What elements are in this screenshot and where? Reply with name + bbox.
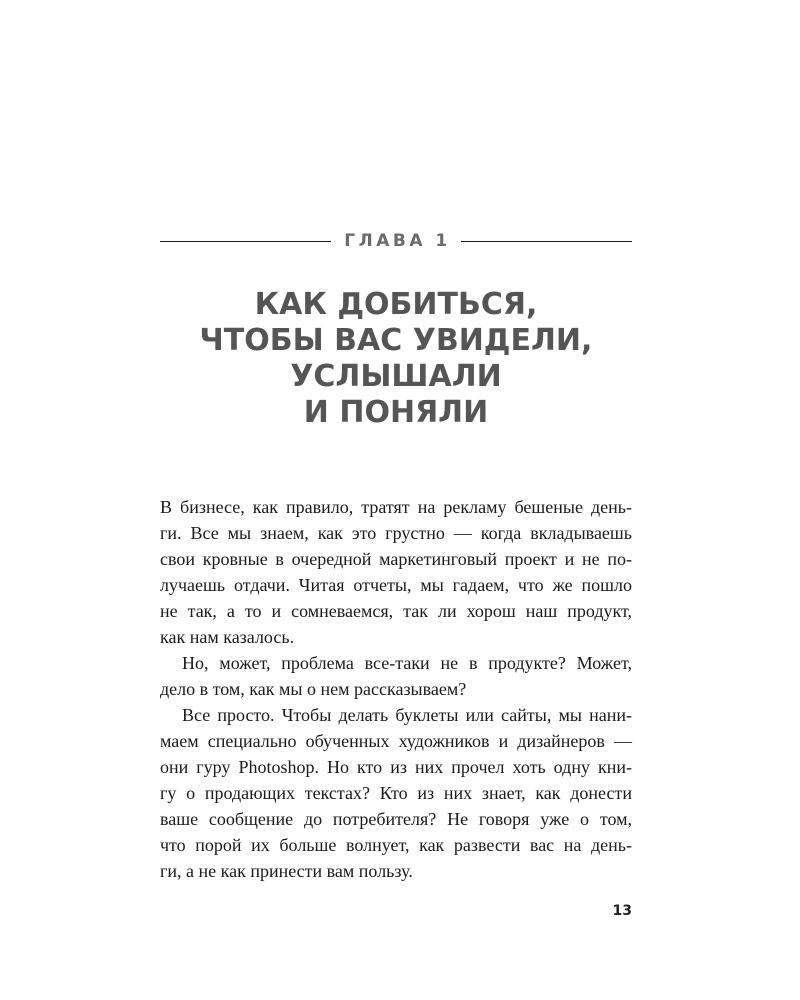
right-rule — [461, 241, 632, 242]
chapter-label: ГЛАВА 1 — [344, 231, 451, 251]
text-line: Но, может, проблема все-таки не в продукте? Может, — [182, 653, 632, 673]
text-line: дело в том, как мы о нем рассказываем? — [160, 679, 467, 699]
text-line: они гуру Photoshop. Но кто из них прочел хоть одну кни- — [160, 757, 632, 777]
text-line: ги. Все мы знаем, как это грустно — когда вкладываешь — [160, 523, 632, 543]
text-line: В бизнесе, как правило, тратят на рекламу бешеные день- — [160, 497, 632, 517]
text-line: лучаешь отдачи. Читая отчеты, мы гадаем, что же пошло — [160, 575, 632, 595]
text-line: ги, а не как принести вам пользу. — [160, 861, 413, 881]
text-line: ваше сообщение до потребителя? Не говоря уже о том, — [160, 809, 632, 829]
page-number: 13 — [612, 903, 632, 919]
chapter-header — [160, 228, 632, 254]
text-line: не так, а то и сомневаемся, так ли хорош наш продукт, — [160, 601, 632, 621]
text-line: маем специально обученных художников и дизайнеров — — [160, 731, 632, 751]
chapter-title-line: И ПОНЯЛИ — [303, 395, 489, 430]
text-line: гу о продающих текстах? Кто из них знает, как донести — [160, 783, 632, 803]
body-text — [160, 494, 632, 884]
text-line: свои кровные в очередной маркетинговый проект и не по- — [160, 549, 632, 569]
paragraph — [160, 494, 632, 650]
left-rule — [160, 241, 331, 242]
text-line: Все просто. Чтобы делать буклеты или сайты, мы нани- — [182, 705, 632, 725]
chapter-title-line: ЧТОБЫ ВАС УВИДЕЛИ, — [199, 323, 593, 358]
paragraph — [160, 702, 632, 884]
text-line: что порой их больше волнует, как развести вас на день- — [160, 835, 632, 855]
chapter-title-line: УСЛЫШАЛИ — [290, 359, 502, 394]
chapter-title — [120, 287, 672, 431]
paragraph — [160, 650, 632, 702]
chapter-title-line: КАК ДОБИТЬСЯ, — [254, 287, 538, 322]
text-line: как нам казалось. — [160, 627, 295, 647]
